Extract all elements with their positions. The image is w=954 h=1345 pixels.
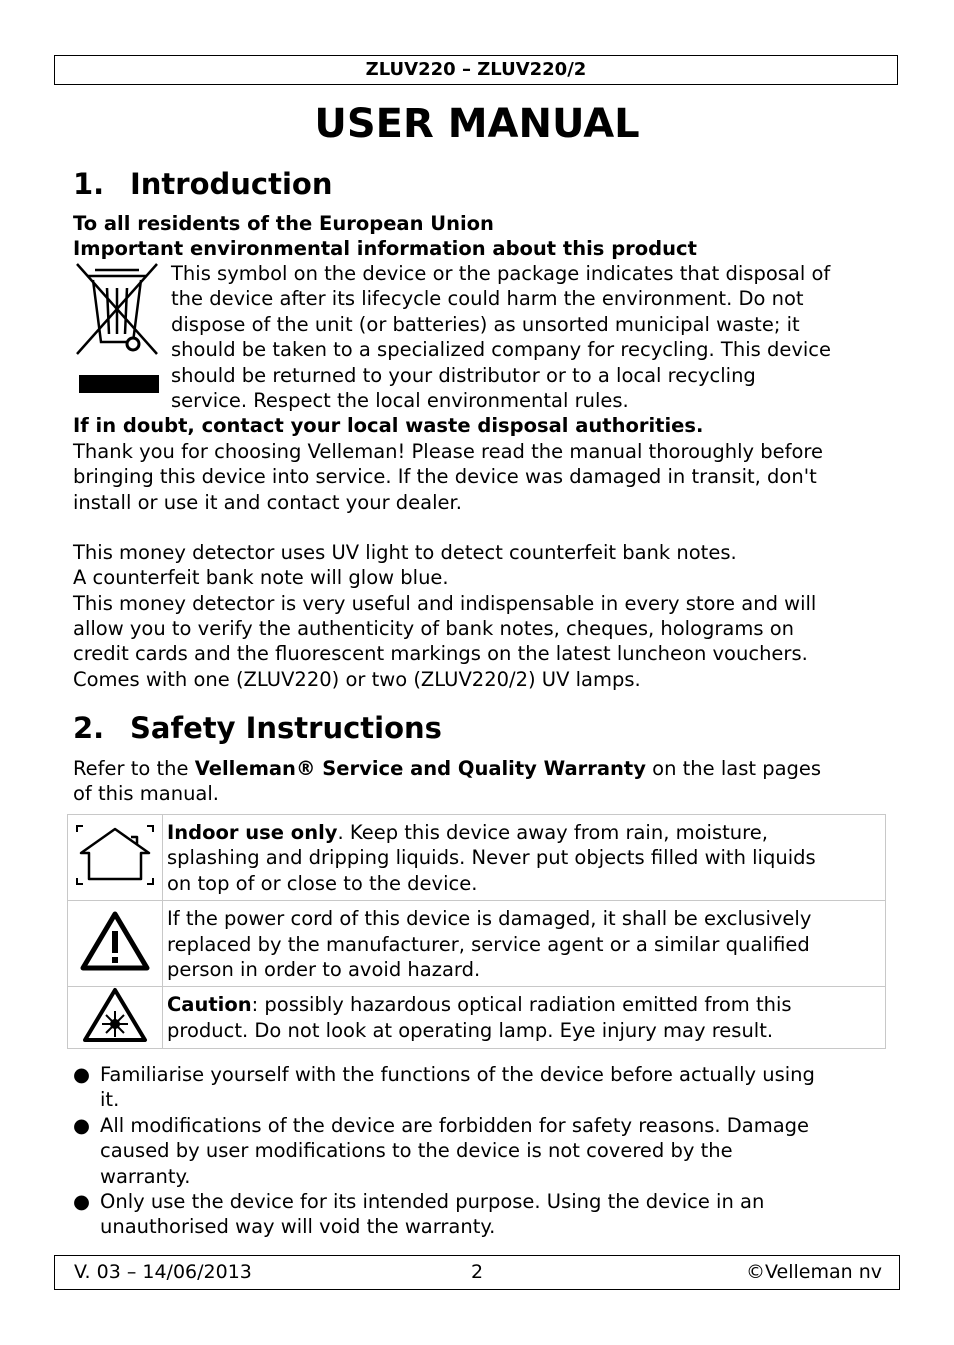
text-line: replaced by the manufacturer, service agent or a similar qualified bbox=[167, 932, 810, 956]
text-line: Familiarise yourself with the functions of the device before actually using bbox=[100, 1063, 815, 1086]
weee-paragraph bbox=[171, 261, 831, 413]
icon-cell bbox=[68, 815, 163, 901]
text-line: Only use the device for its intended purpose. Using the device in an bbox=[100, 1190, 765, 1214]
text-span: : possibly hazardous optical radiation emitted from this bbox=[251, 993, 792, 1017]
table-row bbox=[68, 815, 886, 901]
text-line: the device after its lifecycle could harm the environment. Do not bbox=[171, 287, 804, 311]
text-line bbox=[167, 820, 881, 845]
text-cell bbox=[163, 901, 886, 987]
copyright: ©Velleman nv bbox=[746, 1261, 882, 1283]
caution-label: Caution bbox=[167, 993, 252, 1017]
list-item bbox=[73, 1062, 815, 1113]
text-line: should be taken to a specialized company for recycling. This device bbox=[171, 338, 832, 362]
warranty-reference bbox=[73, 756, 821, 781]
text-line: This money detector is very useful and indispensable in every store and will bbox=[73, 592, 817, 615]
text-cell bbox=[163, 815, 886, 901]
text-line: bringing this device into service. If the device was damaged in transit, don't bbox=[73, 465, 817, 488]
text-line: caused by user modifications to the device is not covered by the bbox=[100, 1139, 733, 1163]
optical-radiation-icon bbox=[82, 987, 148, 1043]
bullet-icon: ● bbox=[73, 1190, 91, 1214]
disposal-authorities-note: If in doubt, contact your local waste disposal authorities. bbox=[73, 414, 704, 437]
header-model: ZLUV220 – ZLUV220/2 bbox=[365, 59, 587, 80]
header-model-box bbox=[54, 55, 898, 85]
version-date: V. 03 – 14/06/2013 bbox=[74, 1261, 252, 1283]
text-line: person in order to avoid hazard. bbox=[167, 958, 481, 982]
section-number: 1. bbox=[73, 167, 105, 201]
weee-crossed-bin-icon bbox=[73, 262, 161, 396]
document-title: USER MANUAL bbox=[314, 101, 640, 147]
list-item bbox=[73, 1113, 815, 1189]
list-item bbox=[73, 1189, 815, 1240]
text-line: on top of or close to the device. bbox=[167, 871, 478, 895]
text-span: . Keep this device away from rain, moisture, bbox=[337, 821, 768, 844]
section-heading-introduction bbox=[73, 166, 333, 202]
text-line: of this manual. bbox=[73, 782, 220, 805]
text-line: Comes with one (ZLUV220) or two (ZLUV220/2) UV lamps. bbox=[73, 668, 641, 691]
page-number: 2 bbox=[470, 1261, 484, 1283]
table-row bbox=[68, 987, 886, 1049]
text-line: Thank you for choosing Velleman! Please read the manual thoroughly before bbox=[73, 440, 824, 463]
text-line: product. Do not look at operating lamp. Eye injury may result. bbox=[167, 1018, 774, 1042]
text-line: unauthorised way will void the warranty. bbox=[100, 1215, 496, 1239]
text-line: it. bbox=[100, 1088, 120, 1112]
section-title: Introduction bbox=[130, 167, 333, 201]
text-span: on the last pages bbox=[645, 757, 822, 780]
warranty-name: Velleman® Service and Quality Warranty bbox=[194, 757, 646, 780]
text-line bbox=[167, 992, 881, 1017]
text-line: This money detector uses UV light to detect counterfeit bank notes. bbox=[73, 541, 737, 564]
text-line: service. Respect the local environmental rules. bbox=[171, 389, 629, 413]
section-heading-safety bbox=[73, 710, 442, 746]
text-line: install or use it and contact your dealer. bbox=[73, 491, 462, 514]
bullet-icon: ● bbox=[73, 1063, 91, 1086]
icon-cell bbox=[68, 901, 163, 987]
page-footer bbox=[54, 1255, 900, 1290]
indoor-use-label: Indoor use only bbox=[167, 821, 338, 844]
bullet-icon: ● bbox=[73, 1113, 91, 1137]
text-line: If the power cord of this device is damaged, it shall be exclusively bbox=[167, 907, 812, 931]
environment-info-heading: Important environmental information about this product bbox=[73, 237, 697, 260]
text-line: allow you to verify the authenticity of bank notes, cheques, holograms on bbox=[73, 617, 795, 640]
text-line: This symbol on the device or the package indicates that disposal of bbox=[171, 262, 831, 285]
text-line: splashing and dripping liquids. Never put objects filled with liquids bbox=[167, 846, 816, 870]
text-line: credit cards and the fluorescent markings on the latest luncheon vouchers. bbox=[73, 642, 808, 665]
text-line: A counterfeit bank note will glow blue. bbox=[73, 566, 449, 589]
text-cell bbox=[163, 987, 886, 1049]
text-span: Refer to the bbox=[73, 757, 195, 780]
icon-cell bbox=[68, 987, 163, 1049]
section-title: Safety Instructions bbox=[130, 711, 442, 745]
safety-bullet-list bbox=[73, 1062, 815, 1240]
indoor-house-icon bbox=[75, 823, 155, 887]
text-line: All modifications of the device are forbidden for safety reasons. Damage bbox=[100, 1113, 810, 1137]
safety-symbols-table bbox=[67, 814, 886, 1049]
text-line: warranty. bbox=[100, 1164, 191, 1188]
table-row bbox=[68, 901, 886, 987]
warning-triangle-icon bbox=[80, 911, 150, 971]
text-line: dispose of the unit (or batteries) as unsorted municipal waste; it bbox=[171, 312, 800, 336]
section-number: 2. bbox=[73, 711, 105, 745]
text-line: should be returned to your distributor or to a local recycling bbox=[171, 363, 756, 387]
eu-residents-heading: To all residents of the European Union bbox=[73, 212, 494, 235]
